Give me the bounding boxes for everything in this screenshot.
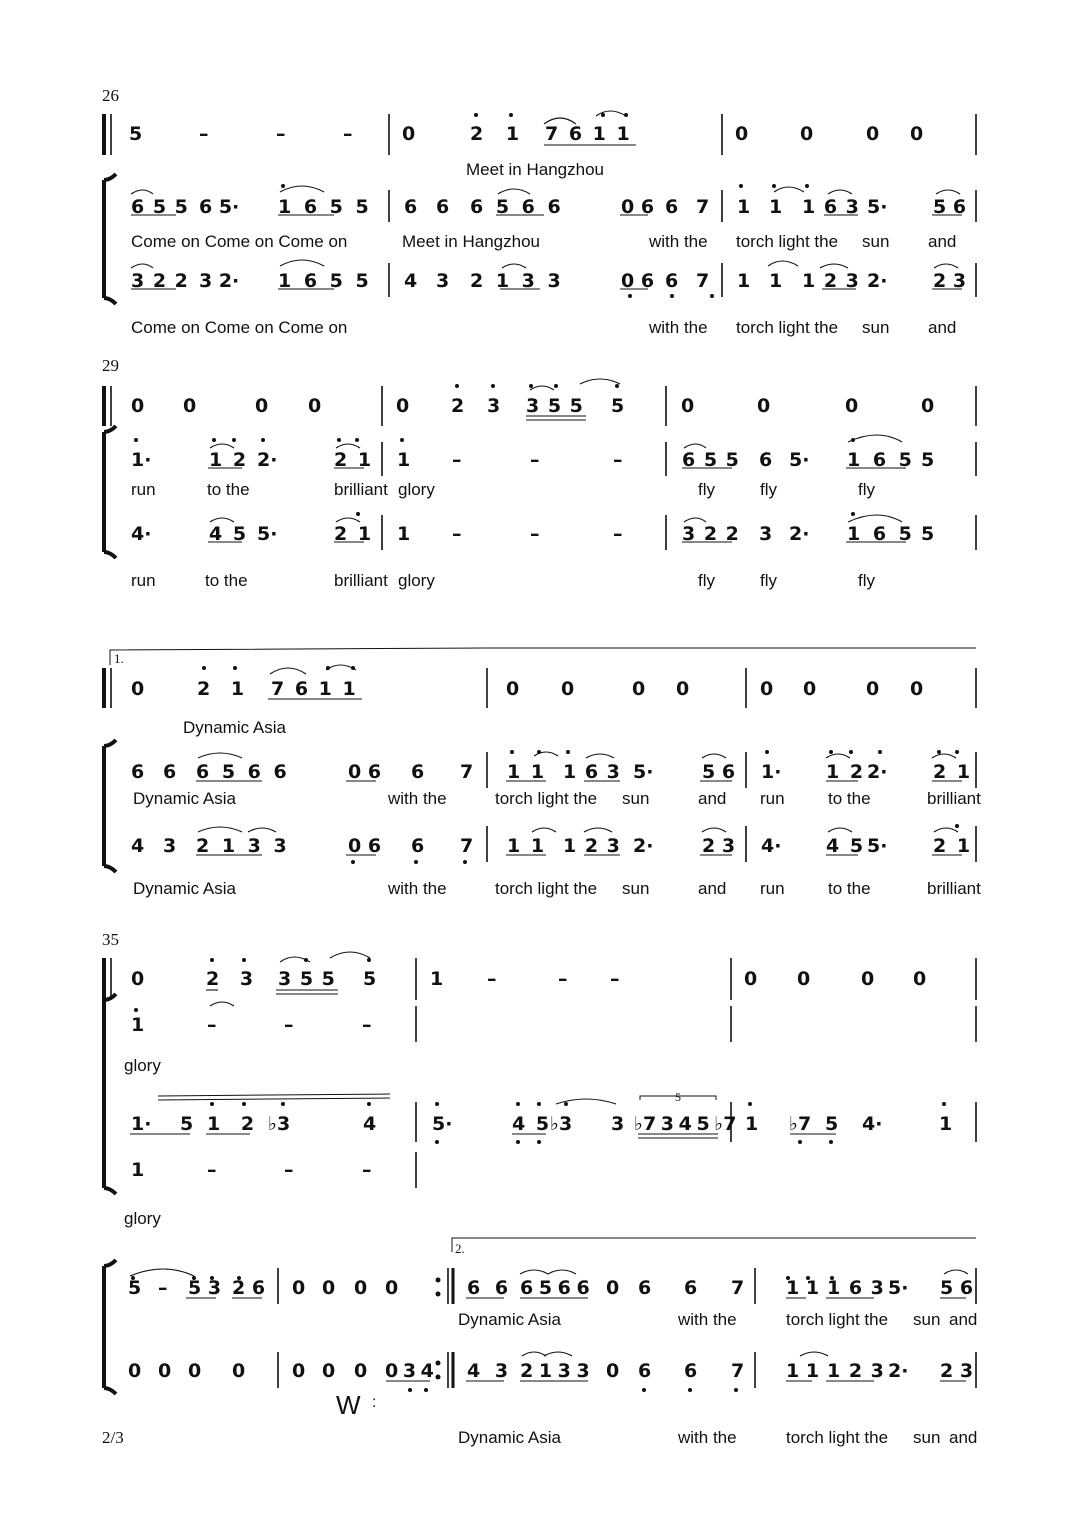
note: 6	[411, 761, 425, 783]
lyric: with the	[388, 879, 447, 898]
note: 0	[797, 968, 811, 990]
note: 0	[760, 678, 774, 700]
note: ♭3	[550, 1113, 573, 1135]
note: 7	[460, 761, 474, 783]
note: 6	[684, 1360, 698, 1382]
lyric: sun	[622, 879, 650, 898]
note: –	[613, 449, 623, 471]
note: 5	[129, 123, 143, 145]
note: 1·	[131, 449, 152, 471]
note: 2 1	[933, 835, 971, 857]
note: 7	[731, 1360, 745, 1382]
note: –	[158, 1277, 168, 1299]
note: 1 1	[786, 1277, 820, 1299]
note: 1	[397, 523, 411, 545]
note: 2 1	[334, 449, 372, 471]
note: 1 6 3	[563, 761, 620, 783]
watermark: W	[336, 1390, 361, 1420]
lyric: brilliant	[334, 571, 388, 590]
lyric: run	[131, 480, 156, 499]
note: 0	[292, 1360, 306, 1382]
note: 7 6 1 1	[545, 123, 630, 145]
note: 5	[611, 395, 625, 417]
note: 0 3 4	[385, 1360, 434, 1382]
note: 0	[131, 395, 145, 417]
note: 0	[866, 678, 880, 700]
note: 6	[684, 1277, 698, 1299]
note: 6 5 5	[131, 196, 189, 218]
note: 5·	[432, 1113, 453, 1135]
lyric: run	[760, 789, 785, 808]
note: 6	[163, 761, 177, 783]
lyric: torch light the	[786, 1428, 889, 1447]
note: 0	[757, 395, 771, 417]
lyric: Dynamic Asia	[458, 1428, 561, 1447]
note: 7 6 1 1	[271, 678, 356, 700]
note: –	[284, 1159, 294, 1181]
lyric: Dynamic Asia	[133, 789, 236, 808]
note: 6 5 6 6	[196, 761, 287, 783]
note: 1 6 3	[802, 196, 859, 218]
note: 1 6 5	[847, 449, 912, 471]
note: 2 3	[940, 1360, 974, 1382]
note: –	[558, 968, 568, 990]
note: 7	[696, 270, 710, 292]
note: 6 5 6 6	[470, 196, 561, 218]
note: 0	[921, 395, 935, 417]
lyric: and	[928, 318, 957, 337]
note: 1 1	[786, 1360, 820, 1382]
note: 3 5 5	[526, 395, 583, 417]
lyric: with the	[649, 232, 708, 251]
note: 0	[385, 1277, 399, 1299]
watermark-colon: :	[372, 1394, 377, 1411]
note: 1	[769, 196, 783, 218]
note: 0	[735, 123, 749, 145]
lyric: glory	[398, 571, 435, 590]
note: 1 6 5	[847, 523, 912, 545]
lyric: and	[928, 232, 957, 251]
note: 4 5	[512, 1113, 550, 1135]
note: 1 2 3	[563, 835, 620, 857]
lyric: fly	[760, 571, 777, 590]
note: –	[284, 1014, 294, 1036]
note: 0	[396, 395, 410, 417]
page-number: 2/3	[102, 1428, 124, 1447]
note: 0	[506, 678, 520, 700]
lyric: to the	[207, 480, 250, 499]
note: 6 5·	[199, 196, 240, 218]
note: 1 2 3	[802, 270, 859, 292]
note: 6	[638, 1360, 652, 1382]
lyric: brilliant	[927, 789, 981, 808]
note: 1 2	[207, 1113, 255, 1135]
note: 3	[487, 395, 501, 417]
note: 0	[910, 678, 924, 700]
note: 0	[744, 968, 758, 990]
note: 0	[308, 395, 322, 417]
note: 2 3	[933, 270, 967, 292]
lyric: with the	[388, 789, 447, 808]
tuplet-label: 5	[675, 1090, 681, 1104]
note: 3 5 5	[278, 968, 335, 990]
note: 0	[845, 395, 859, 417]
note: 1	[745, 1113, 759, 1135]
note: –	[207, 1159, 217, 1181]
note: 0	[322, 1277, 336, 1299]
note: 1 2	[826, 761, 864, 783]
note: 4 5	[826, 835, 864, 857]
lyric: and	[698, 789, 727, 808]
note: 0	[188, 1360, 202, 1382]
note: 5·	[867, 196, 888, 218]
note: 5	[363, 968, 377, 990]
note: 0	[255, 395, 269, 417]
note: 4 5	[209, 523, 247, 545]
note: 2·	[867, 761, 888, 783]
note: 0 6	[621, 196, 655, 218]
note: 0	[910, 123, 924, 145]
lyric: and	[698, 879, 727, 898]
note: 6	[404, 196, 418, 218]
note: 2·	[633, 835, 654, 857]
note: –	[530, 523, 540, 545]
note: 4·	[761, 835, 782, 857]
note: 3	[436, 270, 450, 292]
note: 0	[861, 968, 875, 990]
note: 2 1 3 3	[196, 835, 287, 857]
note: 0 6	[348, 835, 382, 857]
note: 0	[292, 1277, 306, 1299]
note: –	[452, 523, 462, 545]
note: 6	[131, 761, 145, 783]
note: 0	[402, 123, 416, 145]
lyric: fly	[858, 571, 875, 590]
note: 6 5 5	[682, 449, 740, 471]
lyric: fly	[858, 480, 875, 499]
lyric: glory	[124, 1056, 161, 1075]
note: 4	[131, 835, 145, 857]
note: 5	[921, 523, 935, 545]
note: 5	[128, 1277, 142, 1299]
lyric: Come on Come on Come on	[131, 232, 348, 251]
note: 0	[681, 395, 695, 417]
note: 1	[397, 449, 411, 471]
lyric: torch light the	[786, 1310, 889, 1329]
volta-label: 2.	[455, 1241, 465, 1256]
note: –	[199, 123, 209, 145]
lyric: brilliant	[927, 879, 981, 898]
lyric: to the	[828, 789, 871, 808]
note: –	[362, 1159, 372, 1181]
note: 3	[611, 1113, 625, 1135]
note: 6 6	[467, 1277, 509, 1299]
note: –	[276, 123, 286, 145]
note: 0	[354, 1360, 368, 1382]
note: 0 6	[348, 761, 382, 783]
note: 4·	[862, 1113, 883, 1135]
note: 3 2·	[199, 270, 240, 292]
lyric: sun	[913, 1428, 941, 1447]
note: 5 3	[188, 1277, 222, 1299]
note: 5·	[888, 1277, 909, 1299]
measure-number: 29	[102, 356, 119, 375]
note: 0	[561, 678, 575, 700]
note: 4	[404, 270, 418, 292]
lyric: to the	[205, 571, 248, 590]
lyric: Meet in Hangzhou	[402, 232, 540, 251]
note: –	[613, 523, 623, 545]
note: 1 6 5 5	[278, 196, 369, 218]
note: 6	[665, 196, 679, 218]
note: –	[530, 449, 540, 471]
note: 5	[921, 449, 935, 471]
note: 3 2 2	[131, 270, 189, 292]
lyric: with the	[678, 1428, 737, 1447]
note: –	[487, 968, 497, 990]
note: 6	[436, 196, 450, 218]
lyric: with the	[649, 318, 708, 337]
note: 1 6 5 5	[278, 270, 369, 292]
note: 7	[731, 1277, 745, 1299]
lyric: run	[131, 571, 156, 590]
note: 0	[232, 1360, 246, 1382]
lyric: run	[760, 879, 785, 898]
note: 1	[769, 270, 783, 292]
note: –	[207, 1014, 217, 1036]
note: 4 3	[467, 1360, 509, 1382]
note: 0	[354, 1277, 368, 1299]
note: 7	[460, 835, 474, 857]
note: 1	[131, 1159, 145, 1181]
note: 4	[363, 1113, 377, 1135]
lyric: fly	[698, 480, 715, 499]
note: ♭7	[789, 1113, 812, 1135]
lyric: Dynamic Asia	[458, 1310, 561, 1329]
note: 5 6	[933, 196, 967, 218]
note: 1·	[131, 1113, 152, 1135]
lyric: glory	[124, 1209, 161, 1228]
lyric: glory	[398, 480, 435, 499]
note: 2	[451, 395, 465, 417]
volta-label: 1.	[114, 651, 124, 666]
note: 0	[183, 395, 197, 417]
note: 5	[180, 1113, 194, 1135]
note: 2 3	[702, 835, 736, 857]
lyric: fly	[698, 571, 715, 590]
note: 2 1	[470, 123, 520, 145]
note: 2·	[888, 1360, 909, 1382]
note: 5·	[257, 523, 278, 545]
note: 0	[803, 678, 817, 700]
note: 1 6 3	[827, 1277, 884, 1299]
note: 0 6	[621, 270, 655, 292]
lyric: Meet in Hangzhou	[466, 160, 604, 179]
note: 1·	[761, 761, 782, 783]
note: 0	[158, 1360, 172, 1382]
note: 5 6	[702, 761, 736, 783]
note: 0	[128, 1360, 142, 1382]
note: –	[343, 123, 353, 145]
lyric: fly	[760, 480, 777, 499]
note: ♭7 3 4 5 ♭7	[634, 1113, 737, 1135]
note: 1	[131, 1014, 145, 1036]
lyric: torch light the	[736, 318, 839, 337]
note: 0	[632, 678, 646, 700]
note: 5	[825, 1113, 839, 1135]
note: 0	[322, 1360, 336, 1382]
note: 5 6	[940, 1277, 974, 1299]
note: 6	[665, 270, 679, 292]
note: 2 1	[933, 761, 971, 783]
note: 2·	[789, 523, 810, 545]
measure-number: 35	[102, 930, 119, 949]
note: –	[610, 968, 620, 990]
note: 5·	[867, 835, 888, 857]
note: 1	[737, 270, 751, 292]
note: 0	[676, 678, 690, 700]
note: 2 3	[206, 968, 254, 990]
note: 2 1	[197, 678, 245, 700]
note: ♭3	[268, 1113, 291, 1135]
note: 1	[939, 1113, 953, 1135]
lyric: with the	[678, 1310, 737, 1329]
note: 0	[131, 678, 145, 700]
lyric: sun	[913, 1310, 941, 1329]
note: 6	[759, 449, 773, 471]
note: 0	[800, 123, 814, 145]
lyric: sun	[862, 232, 890, 251]
note: 0	[606, 1360, 620, 1382]
note: 6	[411, 835, 425, 857]
note: 0	[866, 123, 880, 145]
lyric: sun	[622, 789, 650, 808]
lyric: Dynamic Asia	[183, 718, 286, 737]
lyric: torch light the	[495, 789, 598, 808]
note: 0	[606, 1277, 620, 1299]
note: 7	[696, 196, 710, 218]
note: 2 1	[334, 523, 372, 545]
note: –	[452, 449, 462, 471]
lyric: torch light the	[495, 879, 598, 898]
note: 6 5 6 6	[520, 1277, 590, 1299]
measure-number: 26	[102, 86, 119, 105]
note: 2 1 3 3	[470, 270, 561, 292]
note: 0	[131, 968, 145, 990]
note: 3 2 2	[682, 523, 740, 545]
lyric: brilliant	[334, 480, 388, 499]
lyric: Come on Come on Come on	[131, 318, 348, 337]
lyric: torch light the	[736, 232, 839, 251]
note: 6	[638, 1277, 652, 1299]
note: 2·	[257, 449, 278, 471]
note: 3	[163, 835, 177, 857]
note: 2 1 3 3	[520, 1360, 590, 1382]
lyric: and	[949, 1310, 978, 1329]
note: –	[362, 1014, 372, 1036]
note: 3	[759, 523, 773, 545]
note: 1 2 3	[827, 1360, 884, 1382]
note: 1	[737, 196, 751, 218]
note: 2 6	[232, 1277, 266, 1299]
note: 1 1	[507, 835, 545, 857]
note: 5·	[789, 449, 810, 471]
note: 4·	[131, 523, 152, 545]
lyric: sun	[862, 318, 890, 337]
lyric: and	[949, 1428, 978, 1447]
lyric: to the	[828, 879, 871, 898]
note: 5·	[633, 761, 654, 783]
note: 1 1	[507, 761, 545, 783]
note: 1	[430, 968, 444, 990]
note: 2·	[867, 270, 888, 292]
lyric: Dynamic Asia	[133, 879, 236, 898]
note: 1 2	[209, 449, 247, 471]
note: 0	[913, 968, 927, 990]
